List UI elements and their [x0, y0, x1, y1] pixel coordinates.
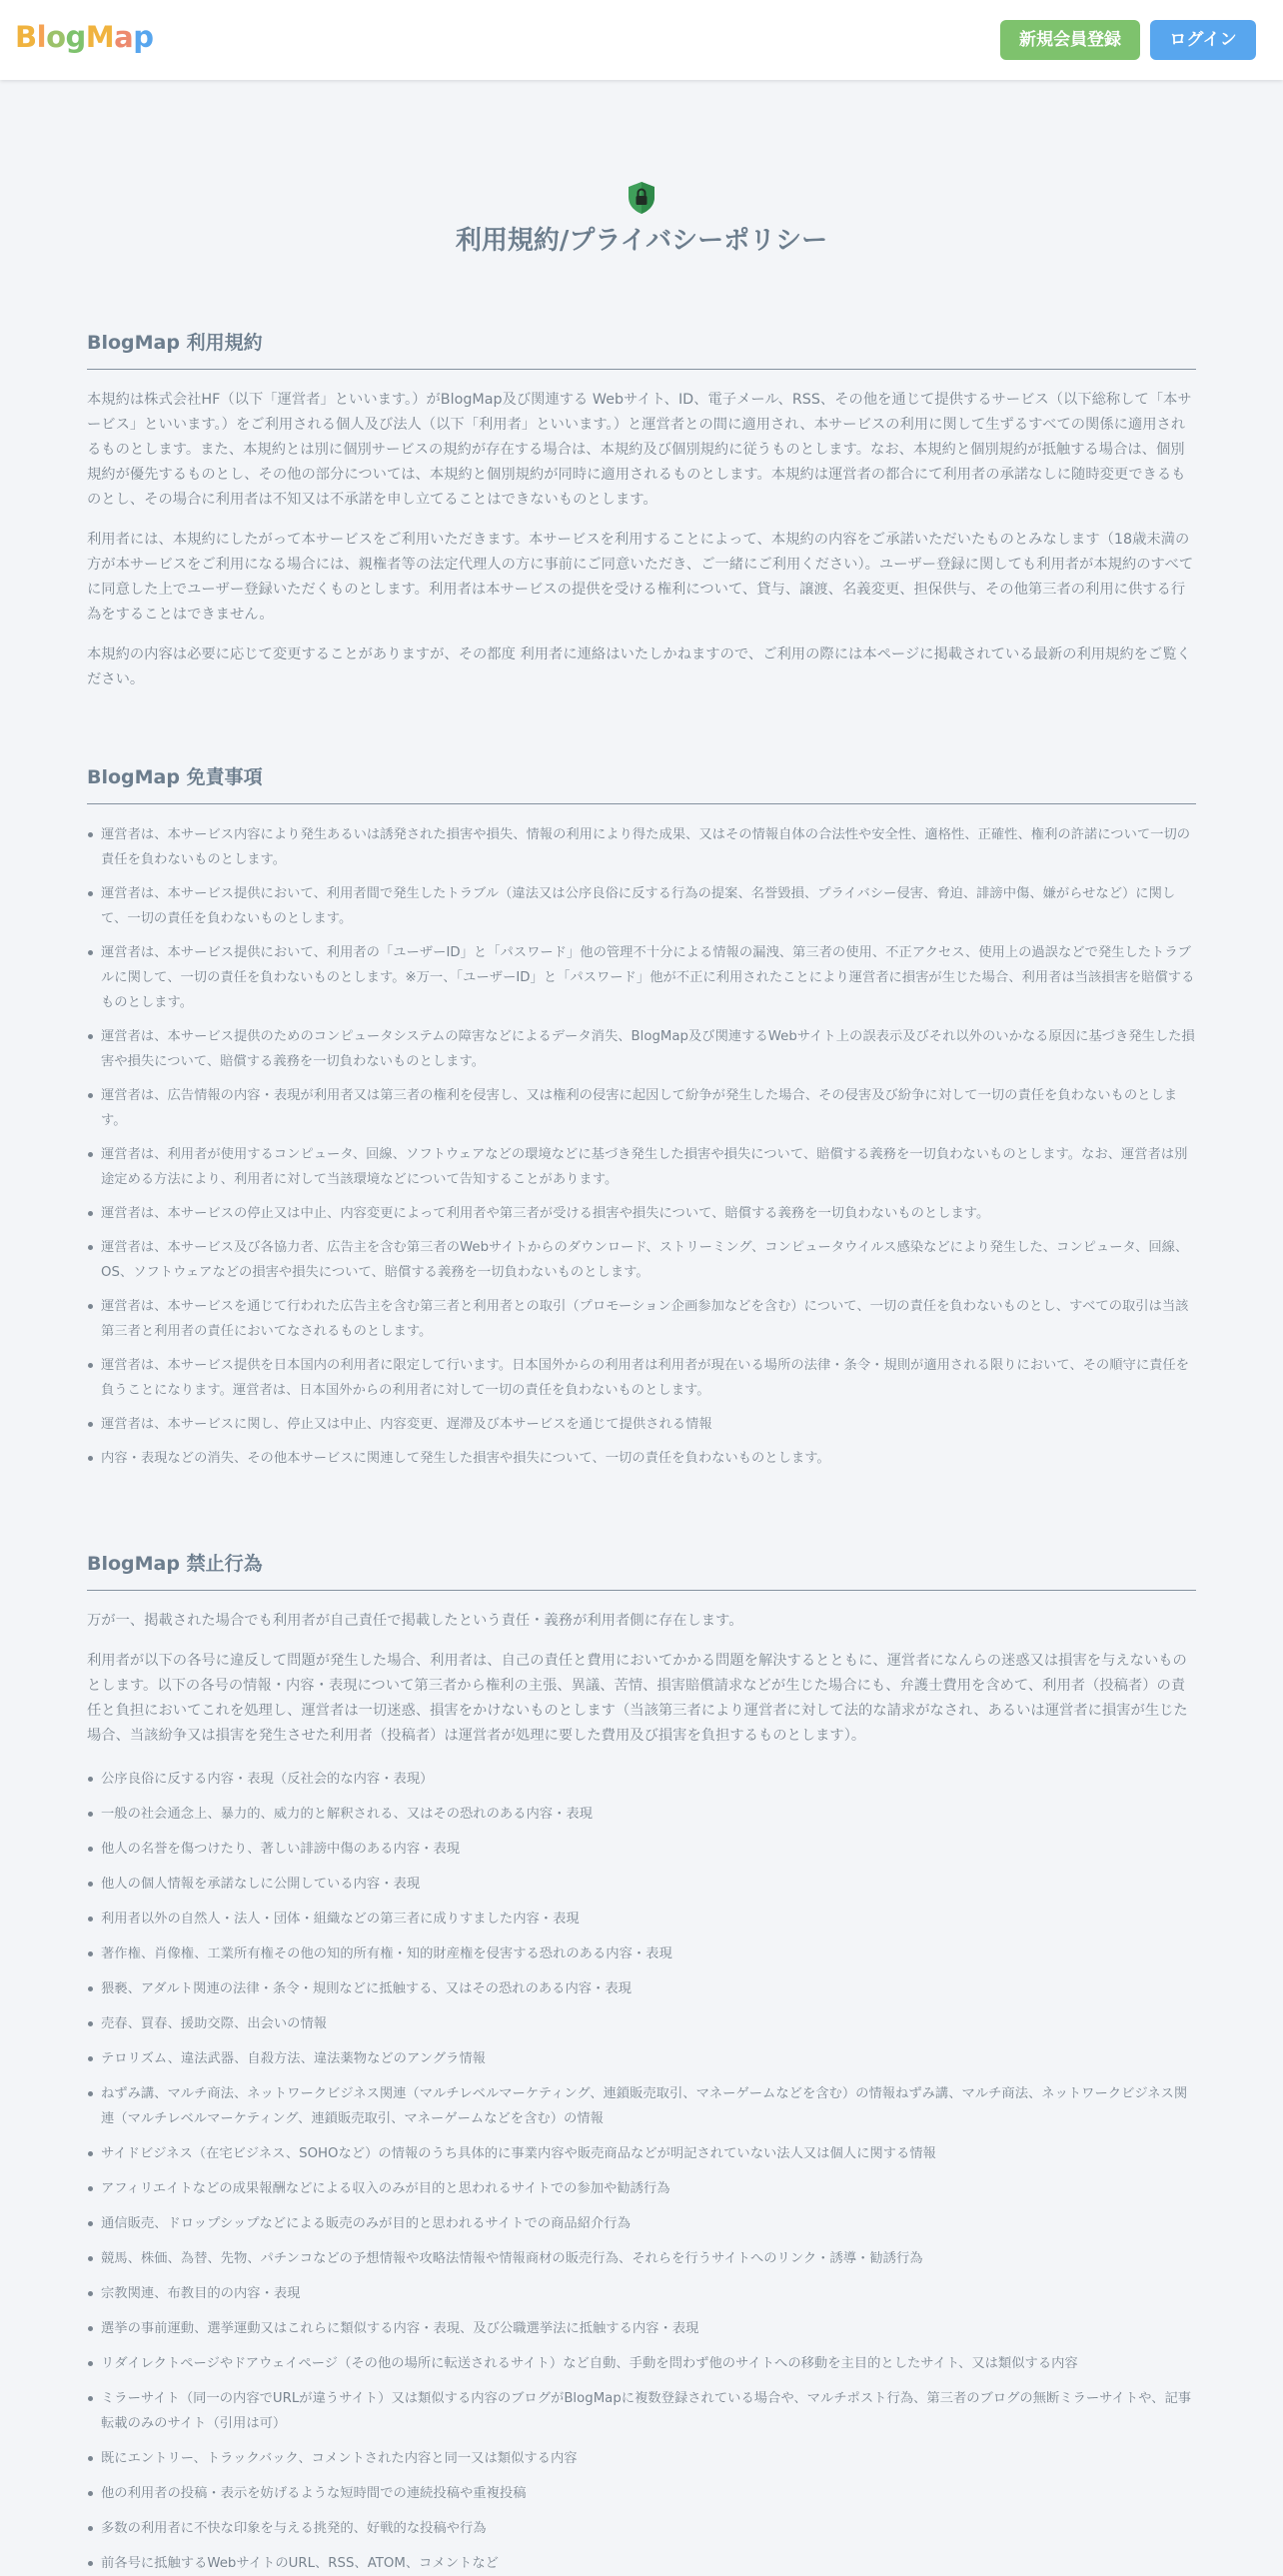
shield-lock-icon — [627, 181, 656, 215]
list-item: 運営者は、広告情報の内容・表現が利用者又は第三者の権利を侵害し、又は権利の侵害に起因して紛争が発生した場合、その侵害及び紛争に対して一切の責任を負わないものとします。 — [101, 1083, 1196, 1133]
prohibited-list — [87, 1767, 1196, 2576]
site-header — [0, 0, 1283, 80]
list-item: 利用者以外の自然人・法人・団体・組織などの第三者に成りすました内容・表現 — [101, 1907, 1196, 1932]
list-item: 他人の名誉を傷つけたり、著しい誹謗中傷のある内容・表現 — [101, 1837, 1196, 1862]
logo-letter: o — [46, 20, 66, 54]
list-item: ねずみ講、マルチ商法、ネットワークビジネス関連（マルチレベルマーケティング、連鎖販売取引、マネーゲームなどを含む）の情報ねずみ講、マルチ商法、ネットワークビジネス関連（マルチレベルマーケティング、連鎖販売取引、マネーゲームなどを含む）の情報 — [101, 2081, 1196, 2131]
logo-letter: p — [133, 20, 154, 54]
terms-paragraph: 本規約は株式会社HF（以下「運営者」といいます。）がBlogMap及び関連する Webサイト、ID、電子メール、RSS、その他を通じて提供するサービス（以下総称して「本サービス」といいます。）をご利用される個人及び法人（以下「利用者」といいます。）と運営者との間に適用され、本サービスの利用に関して生ずるすべての関係に適用されるものとします。また、本規約とは別に個別サービスの規約が存在する場合は、本規約及び個別規約に従うものとします。なお、本規約と個別規約が抵触する場合は、個別規約が優先するものとし、その他の部分については、本規約と個別規約が同時に適用されるものとします。本規約は運営者の都合にて利用者の承諾なしに随時変更できるものとし、その場合に利用者は不知又は不承諾を申し立てることはできないものとします。 — [87, 392, 1192, 508]
logo-letter: M — [85, 20, 115, 54]
list-item: アフィリエイトなどの成果報酬などによる収入のみが目的と思われるサイトでの参加や勧誘行為 — [101, 2176, 1196, 2201]
list-item: 売春、買春、援助交際、出会いの情報 — [101, 2011, 1196, 2036]
login-button[interactable]: ログイン — [1150, 20, 1256, 60]
list-item: 他人の個人情報を承諾なしに公開している内容・表現 — [101, 1872, 1196, 1897]
logo-letter: g — [65, 20, 86, 54]
list-item: 既にエントリー、トラックバック、コメントされた内容と同一又は類似する内容 — [101, 2446, 1196, 2471]
list-item: 著作権、肖像権、工業所有権その他の知的所有権・知的財産権を侵害する恐れのある内容・表現 — [101, 1941, 1196, 1966]
logo-letter: B — [15, 20, 37, 54]
terms-title: BlogMap 利用規約 — [87, 328, 1196, 370]
prohibited-section — [87, 1549, 1196, 2576]
list-item: テロリズム、違法武器、自殺方法、違法薬物などのアングラ情報 — [101, 2046, 1196, 2071]
list-item: 運営者は、本サービスの停止又は中止、内容変更によって利用者や第三者が受ける損害や損失について、賠償する義務を一切負わないものとします。 — [101, 1201, 1196, 1226]
list-item: リダイレクトページやドアウェイページ（その他の場所に転送されるサイト）など自動、手動を問わず他のサイトへの移動を主目的としたサイト、又は類似する内容 — [101, 2351, 1196, 2376]
list-item: 選挙の事前運動、選挙運動又はこれらに類似する内容・表現、及び公職選挙法に抵触する内容・表現 — [101, 2316, 1196, 2341]
blogmap-logo[interactable] — [15, 20, 153, 54]
terms-section — [87, 328, 1196, 692]
logo-letter: a — [114, 20, 134, 54]
disclaimer-section — [87, 762, 1196, 1471]
list-item: 内容・表現などの消失、その他本サービスに関連して発生した損害や損失について、一切の責任を負わないものとします。 — [101, 1446, 1196, 1471]
list-item: 宗教関連、布教目的の内容・表現 — [101, 2281, 1196, 2306]
prohibited-paragraph: 万が一、掲載された場合でも利用者が自己責任で掲載したという責任・義務が利用者側に存在します。 — [87, 1613, 743, 1629]
list-item: 運営者は、本サービス提供を日本国内の利用者に限定して行います。日本国外からの利用者は利用者が現在いる場所の法律・条令・規則が適用される限りにおいて、その順守に責任を負うことになります。運営者は、日本国外からの利用者に対して一切の責任を負わないものとします。 — [101, 1353, 1196, 1403]
list-item: 競馬、株価、為替、先物、パチンコなどの予想情報や攻略法情報や情報商材の販売行為、それらを行うサイトへのリンク・誘導・勧誘行為 — [101, 2246, 1196, 2271]
list-item: 運営者は、本サービスに関し、停止又は中止、内容変更、遅滞及び本サービスを通じて提供される情報 — [101, 1412, 1196, 1437]
list-item: 他の利用者の投稿・表示を妨げるような短時間での連続投稿や重複投稿 — [101, 2481, 1196, 2506]
list-item: 前各号に抵触するWebサイトのURL、RSS、ATOM、コメントなど — [101, 2551, 1196, 2576]
list-item: 猥褻、アダルト関連の法律・条令・規則などに抵触する、又はその恐れのある内容・表現 — [101, 1976, 1196, 2001]
list-item: 運営者は、本サービスを通じて行われた広告主を含む第三者と利用者との取引（プロモーション企画参加などを含む）について、一切の責任を負わないものとし、すべての取引は当該第三者と利用者の責任においてなされるものとします。 — [101, 1294, 1196, 1344]
register-button[interactable]: 新規会員登録 — [1000, 20, 1140, 60]
list-item: 運営者は、本サービス及び各協力者、広告主を含む第三者のWebサイトからのダウンロード、ストリーミング、コンピュータウイルス感染などにより発生した、コンピュータ、回線、OS、ソフトウェアなどの損害や損失について、賠償する義務を一切負わないものとします。 — [101, 1235, 1196, 1285]
prohibited-paragraph: 利用者が以下の各号に違反して問題が発生した場合、利用者は、自己の責任と費用においてかかる問題を解決するとともに、運営者になんらの迷惑又は損害を与えないものとします。以下の各号の情報・内容・表現について第三者から権利の主張、異議、苦情、損害賠償請求などが生じた場合にも、弁護士費用を含めて、利用者（投稿者）の責任と負担においてこれを処理し、運営者は一切迷惑、損害をかけないものとします（当該第三者により運営者に対して法的な請求がなされ、あるいは運営者に損害が生じた場合、当該紛争又は損害を発生させた利用者（投稿者）は運営者が処理に要した費用及び損害を負担するものとします）。 — [87, 1653, 1188, 1744]
disclaimer-title: BlogMap 免責事項 — [87, 762, 1196, 804]
list-item: 一般の社会通念上、暴力的、威力的と解釈される、又はその恐れのある内容・表現 — [101, 1802, 1196, 1827]
list-item: 通信販売、ドロップシップなどによる販売のみが目的と思われるサイトでの商品紹介行為 — [101, 2211, 1196, 2236]
prohibited-title: BlogMap 禁止行為 — [87, 1549, 1196, 1591]
page-title: 利用規約/プライバシーポリシー — [455, 226, 828, 256]
list-item: 運営者は、本サービス内容により発生あるいは誘発された損害や損失、情報の利用により得た成果、又はその情報自体の合法性や安全性、適格性、正確性、権利の許諾について一切の責任を負わないものとします。 — [101, 822, 1196, 872]
list-item: 運営者は、利用者が使用するコンピュータ、回線、ソフトウェアなどの環境などに基づき発生した損害や損失について、賠償する義務を一切負わないものとします。なお、運営者は別途定める方法により、利用者に対して当該環境などについて告知することがあります。 — [101, 1142, 1196, 1192]
terms-paragraph: 利用者には、本規約にしたがって本サービスをご利用いただきます。本サービスを利用することによって、本規約の内容をご承諾いただいたものとみなします（18歳未満の方が本サービスをご利用になる場合には、親権者等の法定代理人の方に事前にご同意いただき、ご一緒にご利用ください）。ユーザー登録に関しても利用者が本規約のすべてに同意した上でユーザー登録いただくものとします。利用者は本サービスの提供を受ける権利について、貸与、譲渡、名義変更、担保供与、その他第三者の利用に供する行為をすることはできません。 — [87, 532, 1194, 623]
disclaimer-list — [87, 822, 1196, 1471]
terms-paragraph: 本規約の内容は必要に応じて変更することがありますが、その都度 利用者に連絡はいたしかねますので、ご利用の際には本ページに掲載されている最新の利用規約をご覧ください。 — [87, 646, 1191, 687]
list-item: 公序良俗に反する内容・表現（反社会的な内容・表現） — [101, 1767, 1196, 1792]
list-item: サイドビジネス（在宅ビジネス、SOHOなど）の情報のうち具体的に事業内容や販売商品などが明記されていない法人又は個人に関する情報 — [101, 2141, 1196, 2166]
list-item: ミラーサイト（同一の内容でURLが違うサイト）又は類似する内容のブログがBlogMapに複数登録されている場合や、マルチポスト行為、第三者のブログの無断ミラーサイトや、記事転載のみのサイト（引用は可） — [101, 2386, 1196, 2436]
list-item: 多数の利用者に不快な印象を与える挑発的、好戦的な投稿や行為 — [101, 2516, 1196, 2541]
list-item: 運営者は、本サービス提供のためのコンピュータシステムの障害などによるデータ消失、BlogMap及び関連するWebサイト上の誤表示及びそれ以外のいかなる原因に基づき発生した損害や損失について、賠償する義務を一切負わないものとします。 — [101, 1024, 1196, 1074]
list-item: 運営者は、本サービス提供において、利用者間で発生したトラブル（違法又は公序良俗に反する行為の提案、名誉毀損、プライバシー侵害、脅迫、誹謗中傷、嫌がらせなど）に関して、一切の責任を負わないものとします。 — [101, 881, 1196, 931]
list-item: 運営者は、本サービス提供において、利用者の「ユーザーID」と「パスワード」他の管理不十分による情報の漏洩、第三者の使用、不正アクセス、使用上の過誤などで発生したトラブルに関して、一切の責任を負わないものとします。※万一、「ユーザーID」と「パスワード」他が不正に利用されたことにより運営者に損害が生じた場合、利用者は当該損害を賠償するものとします。 — [101, 940, 1196, 1015]
logo-letter: l — [36, 20, 47, 54]
